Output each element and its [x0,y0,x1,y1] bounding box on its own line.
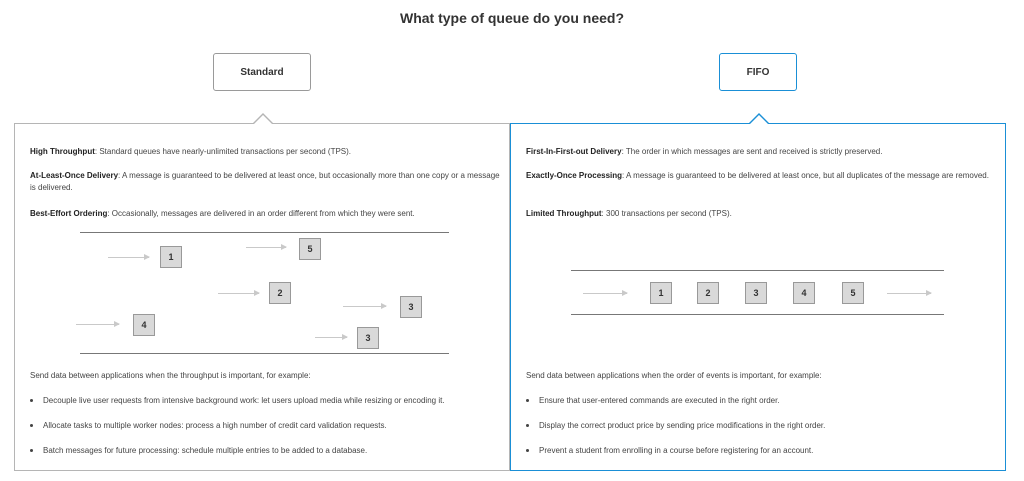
arrow-icon [76,324,119,325]
arrow-icon [218,293,259,294]
arrow-icon [343,306,386,307]
message-box: 2 [697,282,719,304]
message-box: 3 [357,327,379,349]
list-item-text: Prevent a student from enrolling in a course before registering for an account. [539,446,814,455]
bullet-icon [526,424,529,427]
arrow-icon [887,293,931,294]
diagram-bottom-line [80,353,449,354]
bullet-icon [30,449,33,452]
arrow-icon [108,257,149,258]
diagram-top-line [571,270,944,271]
arrow-icon [315,337,347,338]
diagram-bottom-line [571,314,944,315]
feature-high-throughput [30,146,500,158]
use-case-intro: Send data between applications when the order of events is important, for example: [526,371,822,380]
standard-queue-panel [14,123,510,471]
feature-text: : The order in which messages are sent and received is strictly preserved. [621,147,883,156]
feature-at-least-once [30,170,500,194]
list-item [30,396,445,405]
list-item-text: Display the correct product price by sending price modifications in the right order. [539,421,826,430]
arrow-icon [583,293,627,294]
feature-text: : Occasionally, messages are delivered in an order different from which they were sent. [107,209,415,218]
list-item-text: Decouple live user requests from intensive background work: let users upload media while resizing or encoding it. [43,396,445,405]
standard-option-button[interactable]: Standard [213,53,311,91]
feature-name: First-In-First-out Delivery [526,147,622,156]
message-box: 3 [400,296,422,318]
message-box: 1 [160,246,182,268]
message-box: 3 [745,282,767,304]
feature-limited-throughput [526,208,996,220]
list-item [526,446,813,455]
feature-text: : Standard queues have nearly-unlimited transactions per second (TPS). [94,147,352,156]
fifo-option-button[interactable]: FIFO [719,53,797,91]
feature-text: : A message is guaranteed to be delivered at least once, but all duplicates of the message are removed. [622,171,989,180]
page-title: What type of queue do you need? [400,10,624,26]
feature-exactly-once [526,170,996,182]
feature-name: Exactly-Once Processing [526,171,623,180]
message-box: 5 [299,238,321,260]
message-box: 4 [793,282,815,304]
message-box: 1 [650,282,672,304]
list-item-text: Ensure that user-entered commands are executed in the right order. [539,396,780,405]
bullet-icon [526,449,529,452]
feature-name: High Throughput [30,147,95,156]
use-case-intro: Send data between applications when the throughput is important, for example: [30,371,311,380]
list-item [30,446,367,455]
message-box: 5 [842,282,864,304]
feature-name: At-Least-Once Delivery [30,171,119,180]
list-item [526,421,825,430]
feature-name: Limited Throughput [526,209,602,218]
message-box: 4 [133,314,155,336]
feature-best-effort-ordering [30,208,500,220]
bullet-icon [526,399,529,402]
fifo-queue-panel [510,123,1006,471]
arrow-icon [246,247,286,248]
feature-name: Best-Effort Ordering [30,209,108,218]
bullet-icon [30,424,33,427]
feature-text: : 300 transactions per second (TPS). [601,209,732,218]
list-item [30,421,387,430]
list-item [526,396,780,405]
diagram-top-line [80,232,449,233]
feature-text: : A message is guaranteed to be delivered at least once, but occasionally more than one copy or a message is delivered. [30,171,500,192]
list-item-text: Allocate tasks to multiple worker nodes: process a high number of credit card validation requests. [43,421,387,430]
feature-fifo-delivery [526,146,996,158]
bullet-icon [30,399,33,402]
list-item-text: Batch messages for future processing: schedule multiple entries to be added to a database. [43,446,368,455]
message-box: 2 [269,282,291,304]
